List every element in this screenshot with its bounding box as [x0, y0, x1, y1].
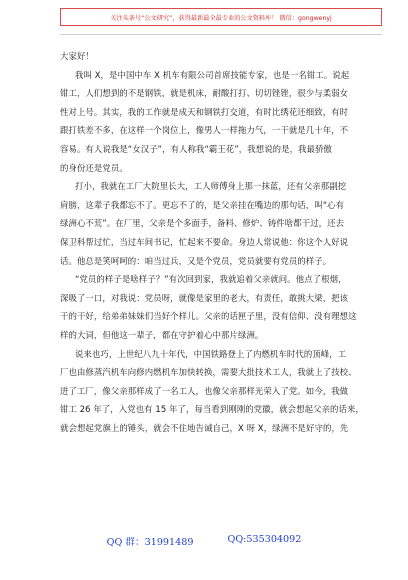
body-line: 肩膀，这辈子我都忘不了。更忘不了的，是父亲挂在嘴边的那句话，叫“心有 — [60, 199, 345, 210]
body-line: 绿洲心不荒”。在厂里，父亲是个多面手，备料、修炉、铸件啥都干过，还去 — [60, 218, 345, 229]
body-line: 钳工，人们想到的不是钢铁，就是机床，耐酸打打、切切锉锉，很少与柔弱女 — [60, 88, 349, 99]
body-line: 跟打铁差不多，在这样一个岗位上，像男人一样拖力气，一干就是几十年，不 — [60, 125, 349, 136]
body-line: 容易。有人说我是“女汉子”，有人称我“霸王花”，我想说的是，我最骄傲 — [60, 143, 333, 154]
header-divider — [60, 34, 382, 35]
body-line: 我叫 X，是中国中车 X 机车有限公司首席技能专家，也是一名钳工。说起 — [75, 69, 350, 80]
body-line: 进了工厂，像父亲那样成了一名工人，也像父亲那样光荣入了党。如今，我做 — [60, 385, 349, 396]
body-line: 说来也巧，上世纪八九十年代，中国铁路登上了内燃机车时代的顶峰，工 — [75, 348, 347, 359]
header-banner — [60, 8, 382, 26]
body-line: 打小，我就在工厂大院里长大，工人师傅身上那一抹蓝，还有父亲那副挖 — [75, 181, 347, 192]
header-banner-text: 关注头条号“公文研究”，获得最新最全最专业的公文资料库！ 微信：gongwenyj — [110, 14, 332, 22]
body-line: 的身份还是党员。 — [60, 162, 128, 173]
body-line: 保卫科帮过忙，当过车间书记，忙起来不要命。身边人常说他：你这个人好说 — [60, 236, 349, 247]
footer-contact — [0, 534, 408, 550]
footer-qq-group: QQ 群：31991489 — [106, 537, 194, 548]
salutation: 大家好！ — [60, 51, 94, 61]
body-line: 就会想起党旗上的锤头，就会不住地告诫自己，X 呀 X，绿洲不是好守的，先 — [60, 422, 349, 433]
footer-qq: QQ:535304092 — [227, 534, 302, 545]
body-line: 钳工 26 年了，入党也有 15 年了，每当看到刚刚的党徽，就会想起父亲的话来， — [60, 404, 364, 415]
body-line: 话。他总是笑呵呵的：咱当过兵，又是个党员，党员就要有党员的样子。 — [60, 255, 332, 266]
body-line: “党员的样子是啥样子？”有次回到家，我就追着父亲就问。他点了根烟， — [75, 274, 347, 285]
body-line: 干的干好，给弟弟妹妹们当好个样儿。父亲的话匣子里，没有信仰、没有理想这 — [60, 311, 357, 322]
body-line: 性对上号。其实，我的工作就是成天和钢铁打交道，有时比绣花还细致，有时 — [60, 106, 349, 117]
body-line: 样的大词，但他这一辈子，都在守护着心中那片绿洲。 — [60, 329, 264, 340]
body-line: 深吸了一口，对我说：党员呀，就像是家里的老大，有责任，敢挑大梁，把该 — [60, 292, 349, 303]
body-line: 厂也由修蒸汽机车向修内燃机车加快转换，需要大批技术工人，我就上了技校、 — [60, 367, 357, 378]
document-body — [60, 47, 378, 437]
